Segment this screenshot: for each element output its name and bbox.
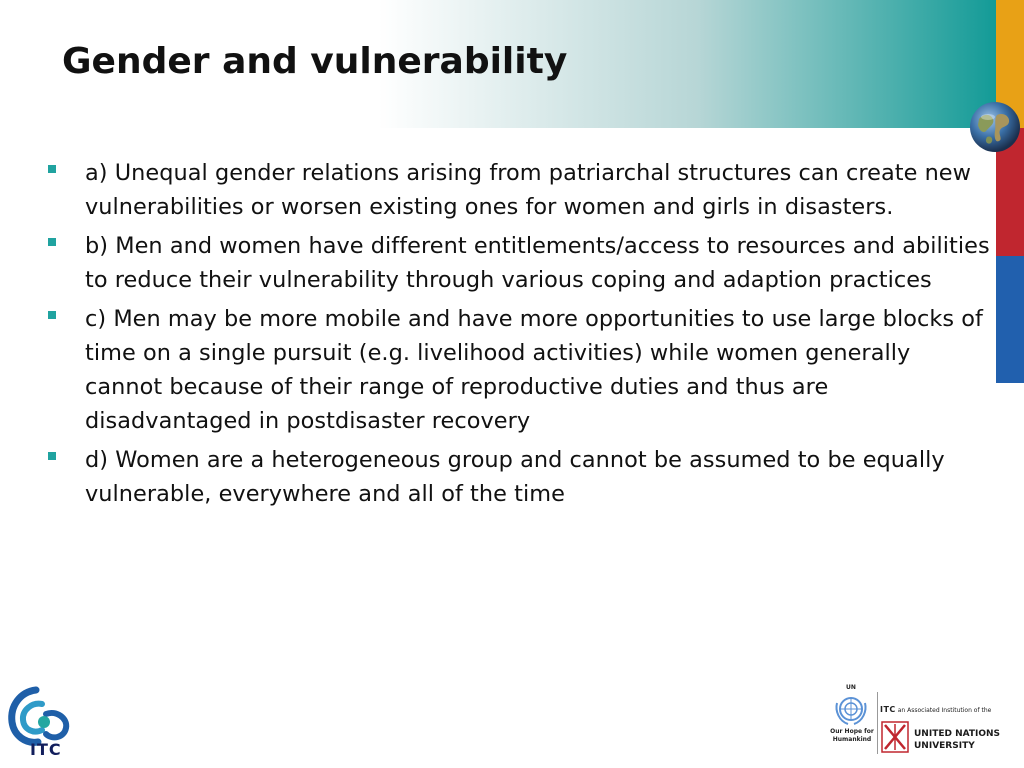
unu-name-line2: UNIVERSITY [914, 741, 975, 751]
itc-association-itc: ITC [880, 705, 896, 714]
itc-association-text [880, 705, 991, 714]
un-tagline-line1: Our Hope for [830, 728, 874, 735]
un-tagline [828, 728, 876, 744]
bullet-text: a) Unequal gender relations arising from patriarchal structures can create new vulnerabilities or worsen existing ones for women and girls in disasters. [85, 160, 971, 220]
bullet-marker [48, 238, 56, 246]
unu-name-line1: UNITED NATIONS [914, 729, 1001, 739]
bullet-item [46, 443, 992, 511]
bullet-item [46, 156, 992, 224]
logo-divider [877, 692, 878, 754]
bullet-text: c) Men may be more mobile and have more opportunities to use large blocks of time on a single pursuit (e.g. livelihood activities) while women generally cannot because of their range of reproductive duties and thus are disadvantaged in postdisaster recovery [85, 306, 983, 434]
bullet-text: b) Men and women have different entitlements/access to resources and abilities to reduce their vulnerability through various coping and adaption practices [85, 233, 990, 293]
unu-emblem-icon [880, 720, 910, 754]
slide-title: Gender and vulnerability [62, 41, 568, 82]
stripe-blue [996, 256, 1024, 383]
unu-name [914, 728, 1000, 752]
bullet-item [46, 229, 992, 297]
bullet-text: d) Women are a heterogeneous group and cannot be assumed to be equally vulnerable, everywhere and all of the time [85, 447, 945, 507]
un-label: UN [846, 684, 856, 691]
globe-icon [969, 101, 1021, 153]
bullet-marker [48, 452, 56, 460]
un-unu-logo-panel [828, 684, 1018, 762]
bullet-marker [48, 311, 56, 319]
un-tagline-line2: Humankind [832, 736, 872, 743]
bullet-item [46, 302, 992, 438]
bullet-marker [48, 165, 56, 173]
un-emblem-icon [833, 693, 869, 727]
itc-logo-label: ITC [30, 740, 62, 759]
bullet-list [46, 156, 992, 516]
itc-association-label: an Associated Institution of the [895, 707, 992, 714]
